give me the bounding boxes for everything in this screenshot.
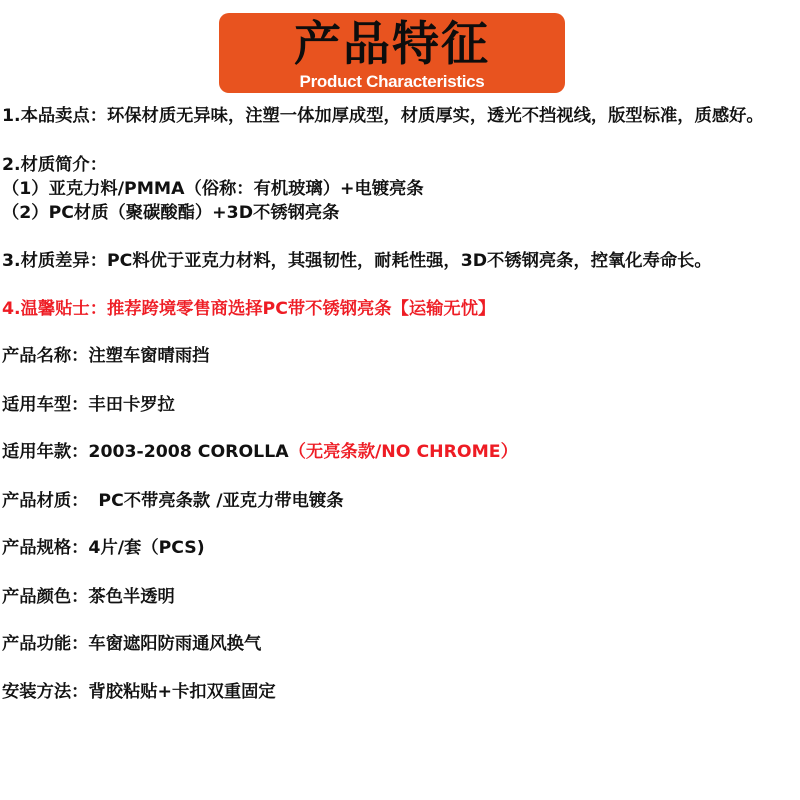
spec-value: 车窗遮阳防雨通风换气 — [88, 634, 262, 654]
title-banner — [219, 13, 565, 93]
spec-label: 产品功能： — [2, 634, 89, 654]
page-subtitle: Product Characteristics — [299, 72, 485, 91]
spec-label: 产品名称： — [2, 346, 89, 366]
spec-label: 安装方法： — [2, 682, 89, 702]
spec-row-model — [2, 394, 175, 416]
spec-value: 丰田卡罗拉 — [88, 395, 175, 415]
spec-row-year — [2, 441, 518, 463]
page-title: 产品特征 — [294, 17, 490, 72]
spec-label: 产品材质： — [2, 491, 89, 511]
material-difference-line: 3.材质差异：PC料优于亚克力材料，其强韧性，耐耗性强，3D不锈钢亮条，控氧化寿命长。 — [2, 251, 712, 271]
spec-value: 茶色半透明 — [88, 587, 175, 607]
spec-label: 适用车型： — [2, 395, 89, 415]
spec-row-size — [2, 537, 205, 559]
spec-value: 注塑车窗晴雨挡 — [88, 346, 210, 366]
spec-row-color — [2, 586, 175, 608]
selling-point-line: 1.本品卖点：环保材质无异味，注塑一体加厚成型，材质厚实，透光不挡视线，版型标准，质感好。 — [2, 106, 764, 126]
material-intro-item-2: （2）PC材质（聚碳酸酯）+3D不锈钢亮条 — [2, 203, 340, 223]
spec-row-material — [2, 490, 343, 512]
spec-label: 产品规格： — [2, 538, 89, 558]
spec-value: PC不带亮条款 /亚克力带电镀条 — [98, 491, 344, 511]
material-intro-title: 2.材质简介： — [2, 155, 107, 175]
spec-label: 适用年款： — [2, 442, 89, 462]
spec-row-function — [2, 633, 261, 655]
tip-line: 4.温馨贴士：推荐跨境零售商选择PC带不锈钢亮条【运输无忧】 — [2, 299, 496, 319]
material-intro-item-1: （1）亚克力料/PMMA（俗称：有机玻璃）+电镀亮条 — [2, 179, 424, 199]
spec-row-install — [2, 681, 276, 703]
spec-value: 4片/套（PCS) — [88, 538, 205, 558]
spec-value: 2003-2008 COROLLA — [88, 442, 289, 462]
spec-value: 背胶粘贴+卡扣双重固定 — [88, 682, 276, 702]
spec-row-name — [2, 345, 209, 367]
spec-label: 产品颜色： — [2, 587, 89, 607]
spec-note: （无亮条款/NO CHROME） — [288, 442, 518, 462]
